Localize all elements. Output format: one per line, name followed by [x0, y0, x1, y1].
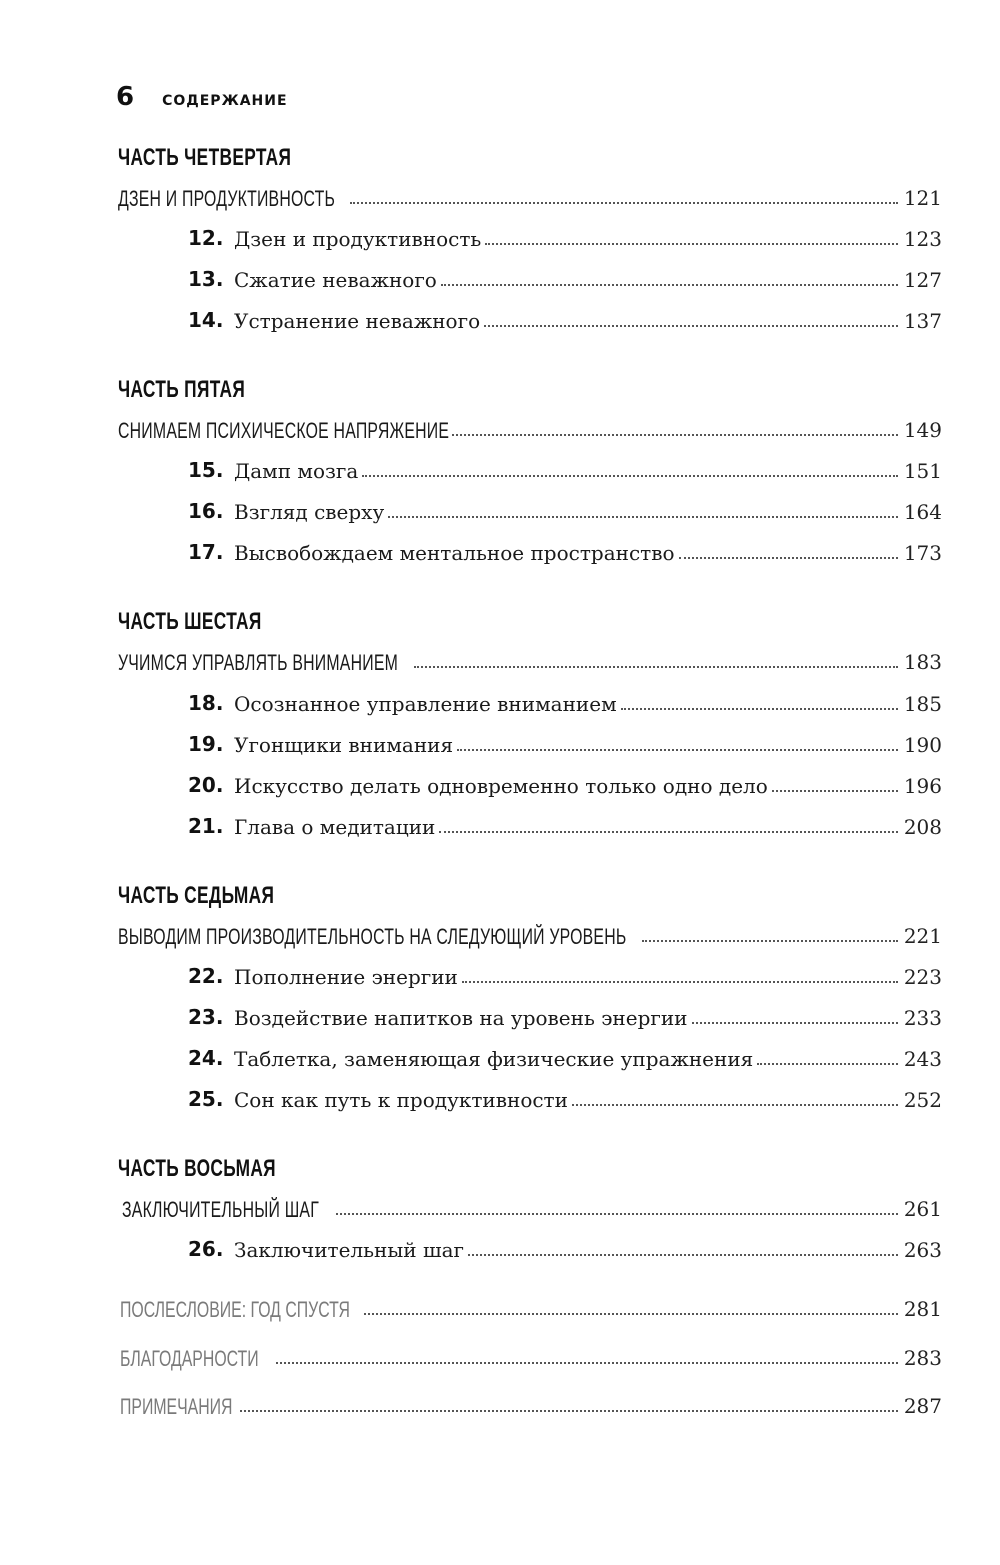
page-ref: 281	[903, 1297, 942, 1321]
chapter-number: 16.	[188, 499, 224, 523]
chapter-number: 21.	[188, 814, 224, 838]
page-ref: 252	[903, 1088, 942, 1112]
dot-leader	[362, 475, 898, 477]
part-label: ЧАСТЬ ПЯТАЯ	[118, 376, 246, 403]
toc-endmatter-entry[interactable]	[120, 1388, 942, 1420]
dot-leader	[452, 434, 898, 436]
dot-leader	[485, 243, 898, 245]
chapter-number: 13.	[188, 267, 224, 291]
chapter-title: Сон как путь к продуктивности	[234, 1088, 568, 1112]
dot-leader	[772, 790, 898, 792]
chapter-title: Пополнение энергии	[234, 965, 458, 989]
page-ref: 149	[903, 418, 942, 442]
part-subtitle: ВЫВОДИМ ПРОИЗВОДИТЕЛЬНОСТЬ НА СЛЕДУЮЩИЙ УРОВЕНЬ	[118, 924, 627, 949]
chapter-number: 24.	[188, 1046, 224, 1070]
chapter-number: 17.	[188, 540, 224, 564]
dot-leader	[240, 1410, 898, 1412]
dot-leader	[364, 1313, 898, 1315]
page-ref: 127	[903, 268, 942, 292]
chapter-title: Высвобождаем ментальное пространство	[234, 541, 675, 565]
toc-chapter-entry[interactable]	[188, 1000, 942, 1032]
chapter-title: Сжатие неважного	[234, 268, 437, 292]
dot-leader	[439, 831, 898, 833]
dot-leader	[336, 1213, 898, 1215]
toc-part-entry[interactable]	[118, 918, 942, 950]
toc-part-entry[interactable]	[122, 1191, 942, 1223]
toc-chapter-entry[interactable]	[188, 1082, 942, 1114]
page-ref: 190	[903, 733, 942, 757]
chapter-title: Угонщики внимания	[234, 733, 454, 757]
page-ref: 221	[903, 924, 942, 948]
page-ref: 261	[903, 1197, 942, 1221]
dot-leader	[642, 940, 898, 942]
page-ref: 287	[903, 1394, 942, 1418]
chapter-number: 18.	[188, 691, 224, 715]
toc-chapter-entry[interactable]	[188, 768, 942, 800]
dot-leader	[350, 202, 898, 204]
dot-leader	[621, 708, 898, 710]
chapter-number: 22.	[188, 964, 224, 988]
part-subtitle: ДЗЕН И ПРОДУКТИВНОСТЬ	[118, 186, 336, 211]
dot-leader	[414, 666, 898, 668]
chapter-number: 15.	[188, 458, 224, 482]
dot-leader	[462, 981, 898, 983]
toc-chapter-entry[interactable]	[188, 809, 942, 841]
toc-part-entry[interactable]	[118, 644, 942, 676]
part-subtitle: УЧИМСЯ УПРАВЛЯТЬ ВНИМАНИЕМ	[118, 650, 399, 675]
dot-leader	[276, 1362, 898, 1364]
chapter-title: Глава о медитации	[234, 815, 436, 839]
toc-chapter-entry[interactable]	[188, 959, 942, 991]
running-head-title: СОДЕРЖАНИЕ	[162, 93, 288, 109]
chapter-title: Заключительный шаг	[234, 1238, 464, 1262]
part-label: ЧАСТЬ ВОСЬМАЯ	[118, 1155, 276, 1182]
page-ref: 121	[903, 186, 942, 210]
chapter-title: Дамп мозга	[234, 459, 359, 483]
page-ref: 164	[903, 500, 942, 524]
dot-leader	[484, 325, 898, 327]
chapter-number: 12.	[188, 226, 224, 250]
page-ref: 223	[903, 965, 942, 989]
chapter-title: Устранение неважного	[234, 309, 481, 333]
toc-chapter-entry[interactable]	[188, 727, 942, 759]
page-ref: 263	[903, 1238, 942, 1262]
part-subtitle: ЗАКЛЮЧИТЕЛЬНЫЙ ШАГ	[122, 1197, 320, 1222]
toc-chapter-entry[interactable]	[188, 1232, 942, 1264]
chapter-number: 19.	[188, 732, 224, 756]
toc-chapter-entry[interactable]	[188, 453, 942, 485]
toc-part-entry[interactable]	[118, 180, 942, 212]
toc-endmatter-entry[interactable]	[120, 1340, 942, 1372]
page-ref: 283	[903, 1346, 942, 1370]
dot-leader	[757, 1063, 898, 1065]
page-ref: 196	[903, 774, 942, 798]
page-ref: 233	[903, 1006, 942, 1030]
endmatter-title: БЛАГОДАРНОСТИ	[120, 1346, 259, 1371]
chapter-number: 26.	[188, 1237, 224, 1261]
chapter-title: Таблетка, заменяющая физические упражнения	[234, 1047, 754, 1071]
page-ref: 151	[903, 459, 942, 483]
toc-chapter-entry[interactable]	[188, 221, 942, 253]
page-ref: 123	[903, 227, 942, 251]
toc-chapter-entry[interactable]	[188, 1041, 942, 1073]
page-ref: 208	[903, 815, 942, 839]
page-ref: 185	[903, 692, 942, 716]
toc-chapter-entry[interactable]	[188, 303, 942, 335]
dot-leader	[441, 284, 898, 286]
chapter-title: Воздействие напитков на уровень энергии	[234, 1006, 688, 1030]
toc-chapter-entry[interactable]	[188, 262, 942, 294]
chapter-title: Дзен и продуктивность	[234, 227, 482, 251]
dot-leader	[679, 557, 898, 559]
endmatter-title: ПРИМЕЧАНИЯ	[120, 1394, 233, 1419]
chapter-number: 14.	[188, 308, 224, 332]
toc-chapter-entry[interactable]	[188, 494, 942, 526]
chapter-number: 23.	[188, 1005, 224, 1029]
toc-endmatter-entry[interactable]	[120, 1291, 942, 1323]
dot-leader	[572, 1104, 898, 1106]
dot-leader	[692, 1022, 898, 1024]
page-ref: 173	[903, 541, 942, 565]
page-number: 6	[116, 82, 135, 112]
chapter-title: Взгляд сверху	[234, 500, 385, 524]
page-ref: 137	[903, 309, 942, 333]
page-ref: 183	[903, 650, 942, 674]
toc-chapter-entry[interactable]	[188, 686, 942, 718]
running-head	[116, 82, 288, 112]
dot-leader	[457, 749, 898, 751]
part-label: ЧАСТЬ ШЕСТАЯ	[118, 608, 262, 635]
part-subtitle: СНИМАЕМ ПСИХИЧЕСКОЕ НАПРЯЖЕНИЕ	[118, 418, 450, 443]
part-label: ЧАСТЬ СЕДЬМАЯ	[118, 882, 275, 909]
dot-leader	[388, 516, 898, 518]
chapter-title: Искусство делать одновременно только одно дело	[234, 774, 768, 798]
chapter-number: 25.	[188, 1087, 224, 1111]
toc-chapter-entry[interactable]	[188, 535, 942, 567]
endmatter-title: ПОСЛЕСЛОВИЕ: ГОД СПУСТЯ	[120, 1297, 350, 1322]
chapter-number: 20.	[188, 773, 224, 797]
chapter-title: Осознанное управление вниманием	[234, 692, 617, 716]
page-ref: 243	[903, 1047, 942, 1071]
part-label: ЧАСТЬ ЧЕТВЕРТАЯ	[118, 144, 292, 171]
toc-part-entry[interactable]	[118, 412, 942, 444]
dot-leader	[468, 1254, 898, 1256]
